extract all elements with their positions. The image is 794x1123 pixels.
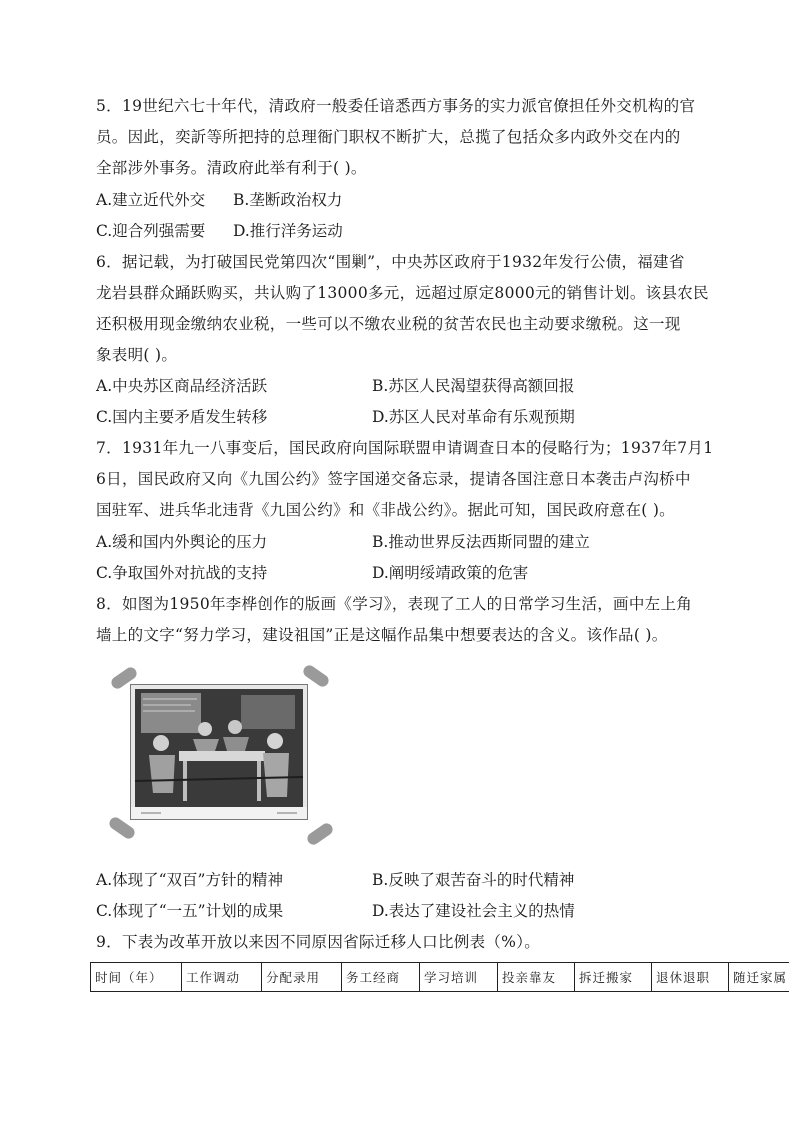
table-header-row	[91, 963, 790, 992]
q6-option-b: B.苏区人民渴望获得高额回报	[372, 377, 575, 395]
q6-line-3: 还积极用现金缴纳农业税，一些可以不缴农业税的贫苦农民也主动要求缴税。这一现	[96, 315, 681, 333]
woodcut-illustration	[131, 685, 307, 819]
table-header-cell: 拆迁搬家	[575, 963, 652, 992]
q8-line-2: 墙上的文字“努力学习，建设祖国”正是这幅作品集中想要表达的含义。该作品( )。	[96, 626, 668, 644]
q5-option-d: D.推行洋务运动	[233, 222, 343, 240]
q6-line-4: 象表明( )。	[96, 346, 178, 364]
table-header-cell: 投亲靠友	[498, 963, 575, 992]
q5-option-c: C.迎合列强需要	[96, 222, 206, 240]
table-header-cell: 退休退职	[652, 963, 729, 992]
woodcut-print-image	[106, 662, 334, 852]
q5-option-b: B.垄断政治权力	[233, 191, 343, 209]
table-header-cell: 务工经商	[342, 963, 420, 992]
q5-option-a: A.建立近代外交	[96, 191, 206, 209]
q7-line-1: 7．1931年九一八事变后，国民政府向国际联盟申请调查日本的侵略行为；1937年7月1	[96, 439, 714, 457]
q8-option-c: C.体现了“一五”计划的成果	[96, 902, 284, 920]
q8-line-1: 8．如图为1950年李桦创作的版画《学习》，表现了工人的日常学习生活，画中左上角	[96, 595, 693, 613]
q5-line-1: 5．19世纪六七十年代，清政府一般委任谙悉西方事务的实力派官僚担任外交机构的官	[96, 97, 696, 115]
q9-line-1: 9．下表为改革开放以来因不同原因省际迁移人口比例表（%）。	[96, 933, 541, 951]
q6-option-c: C.国内主要矛盾发生转移	[96, 408, 268, 426]
q5-line-2: 员。因此，奕訢等所把持的总理衙门职权不断扩大，总揽了包括众多内政外交在内的	[96, 128, 681, 146]
q7-line-3: 国驻军、进兵华北违背《九国公约》和《非战公约》。据此可知，国民政府意在( )。	[96, 501, 675, 519]
q8-option-d: D.表达了建设社会主义的热情	[372, 902, 575, 920]
q8-option-a: A.体现了“双百”方针的精神	[96, 871, 283, 889]
table-header-cell: 随迁家属	[729, 963, 790, 992]
q5-line-3: 全部涉外事务。清政府此举有利于( )。	[96, 159, 367, 177]
table-header-cell: 分配录用	[262, 963, 342, 992]
table-header-cell: 学习培训	[420, 963, 498, 992]
migration-ratio-table	[90, 962, 789, 992]
q7-option-d: D.阐明绥靖政策的危害	[372, 564, 529, 582]
pin-bottom-right	[305, 821, 335, 847]
table-header-cell: 工作调动	[182, 963, 262, 992]
q8-option-b: B.反映了艰苦奋斗的时代精神	[372, 871, 575, 889]
q7-line-2: 6日，国民政府又向《九国公约》签字国递交备忘录，提请各国注意日本袭击卢沟桥中	[96, 470, 691, 488]
q7-option-c: C.争取国外对抗战的支持	[96, 564, 268, 582]
q6-option-a: A.中央苏区商品经济活跃	[96, 377, 268, 395]
q7-option-a: A.缓和国内外舆论的压力	[96, 533, 268, 551]
q6-line-1: 6．据记载，为打破国民党第四次“围剿”，中央苏区政府于1932年发行公债，福建省	[96, 253, 685, 271]
woodcut-artwork	[130, 684, 308, 820]
q6-line-2: 龙岩县群众踊跃购买，共认购了13000多元，远超过原定8000元的销售计划。该县农民	[96, 284, 709, 302]
table-header-cell: 时间（年）	[91, 963, 182, 992]
q7-option-b: B.推动世界反法西斯同盟的建立	[372, 533, 590, 551]
q6-option-d: D.苏区人民对革命有乐观预期	[372, 408, 575, 426]
